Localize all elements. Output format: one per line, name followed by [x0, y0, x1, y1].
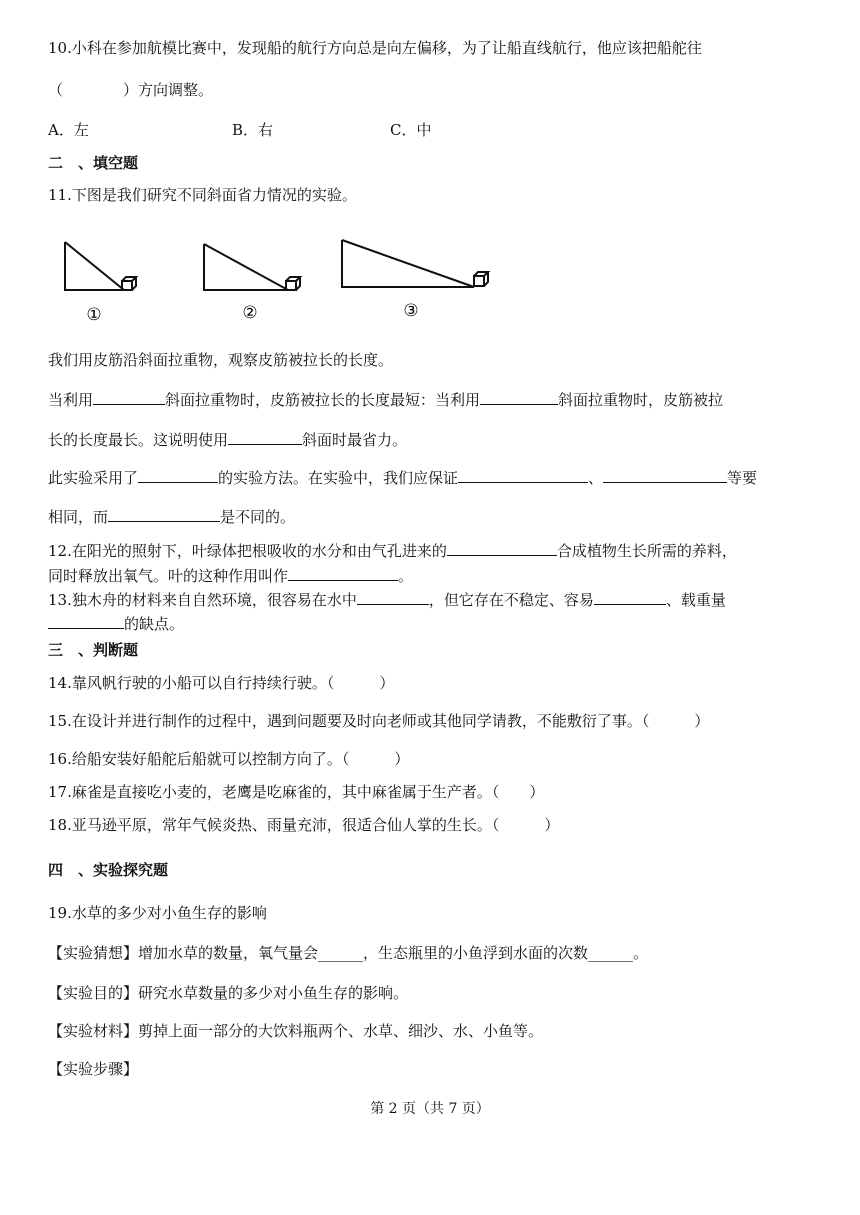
q16: 16.给船安装好船舵后船就可以控制方向了。（ ）: [48, 750, 410, 768]
q13-line1: [48, 590, 726, 610]
q11-incline-figures: [50, 232, 510, 332]
section-heading-judgement: 三 、判断题: [48, 641, 139, 659]
figure-label-3: ③: [403, 301, 419, 321]
q10-option-c: C．中: [390, 121, 432, 139]
q11-text: 是不同的。: [220, 508, 296, 526]
answer-blank[interactable]: [228, 430, 302, 445]
answer-blank[interactable]: [138, 468, 218, 483]
q11-text: 此实验采用了: [48, 469, 139, 487]
q11-text: 当利用: [48, 391, 94, 409]
section-heading-experiment: 四 、实验探究题: [48, 861, 169, 879]
q11-text: 相同，而: [48, 508, 109, 526]
q10-line2: （ ）方向调整。: [48, 81, 214, 99]
q12-text: 12.在阳光的照射下，叶绿体把根吸收的水分和由气孔进来的: [48, 542, 447, 560]
q11-text: 等要: [727, 469, 758, 487]
q13-text: ，但它存在不稳定、容易: [428, 591, 594, 609]
answer-blank[interactable]: [447, 541, 557, 556]
q12-line1: [48, 541, 737, 561]
answer-blank[interactable]: [357, 590, 429, 605]
q11-text: 斜面拉重物时，皮筋被拉: [558, 391, 724, 409]
q18: 18.亚马逊平原，常年气候炎热、雨量充沛，很适合仙人掌的生长。（ ）: [48, 816, 560, 834]
q13-text: 的缺点。: [124, 615, 185, 633]
q11-text: 斜面时最省力。: [302, 431, 408, 449]
figure-label-1: ①: [86, 305, 102, 325]
incline-figure-2: [204, 244, 300, 290]
q12-text: 。: [398, 567, 414, 585]
q11-intro: 我们用皮筋沿斜面拉重物，观察皮筋被拉长的长度。: [48, 351, 394, 369]
q10-option-b: B．右: [232, 121, 274, 139]
q11-text: 的实验方法。在实验中，我们应保证: [218, 469, 459, 487]
q10-line1: 10.小科在参加航模比赛中，发现船的航行方向总是向左偏移，为了让船直线航行，他应该把船舵往: [48, 39, 702, 57]
q15: 15.在设计并进行制作的过程中，遇到问题要及时向老师或其他同学请教，不能敷衍了事。（ ）: [48, 712, 710, 730]
q19-title: 19.水草的多少对小鱼生存的影响: [48, 904, 267, 922]
q17: 17.麻雀是直接吃小麦的，老鹰是吃麻雀的，其中麻雀属于生产者。（ ）: [48, 783, 545, 801]
q13-text: 13.独木舟的材料来自自然环境，很容易在水中: [48, 591, 357, 609]
q19-purpose: 【实验目的】研究水草数量的多少对小鱼生存的影响。: [48, 984, 409, 1002]
q11-text: 斜面拉重物时，皮筋被拉长的长度最短：当利用: [165, 391, 481, 409]
answer-blank[interactable]: [603, 468, 727, 483]
incline-diagram: [50, 232, 510, 332]
q11-title: 11.下图是我们研究不同斜面省力情况的实验。: [48, 186, 357, 204]
page-footer: 第 2 页（共 7 页）: [370, 1101, 490, 1117]
q10-options: [48, 120, 432, 140]
answer-blank[interactable]: [594, 590, 666, 605]
q13-text: 、载重量: [665, 591, 726, 609]
q11-line2: [48, 430, 407, 450]
q11-line3: [48, 468, 757, 488]
q19-steps: 【实验步骤】: [48, 1060, 139, 1078]
section-heading-fill-blank: 二 、填空题: [48, 154, 139, 172]
incline-figure-3: [342, 240, 488, 287]
answer-blank[interactable]: [480, 390, 558, 405]
q11-line1: [48, 390, 723, 410]
answer-blank[interactable]: [108, 507, 220, 522]
figure-label-2: ②: [242, 303, 258, 323]
q19-guess: 【实验猜想】增加水草的数量，氧气量会______，生态瓶里的小鱼浮到水面的次数______。: [48, 944, 649, 962]
answer-blank[interactable]: [48, 614, 124, 629]
q11-text: 、: [588, 469, 604, 487]
incline-figure-1: [65, 242, 136, 290]
q12-text: 同时释放出氧气。叶的这种作用叫作: [48, 567, 289, 585]
q11-text: 长的长度最长。这说明使用: [48, 431, 229, 449]
q11-line4: [48, 507, 295, 527]
q12-text: 合成植物生长所需的养料，: [556, 542, 737, 560]
answer-blank[interactable]: [93, 390, 165, 405]
q13-line2: [48, 614, 184, 634]
answer-blank[interactable]: [288, 566, 398, 581]
q10-option-a: A．左: [48, 121, 89, 139]
answer-blank[interactable]: [458, 468, 588, 483]
q12-line2: [48, 566, 413, 586]
q19-materials: 【实验材料】剪掉上面一部分的大饮料瓶两个、水草、细沙、水、小鱼等。: [48, 1022, 544, 1040]
q14: 14.靠风帆行驶的小船可以自行持续行驶。（ ）: [48, 674, 395, 692]
